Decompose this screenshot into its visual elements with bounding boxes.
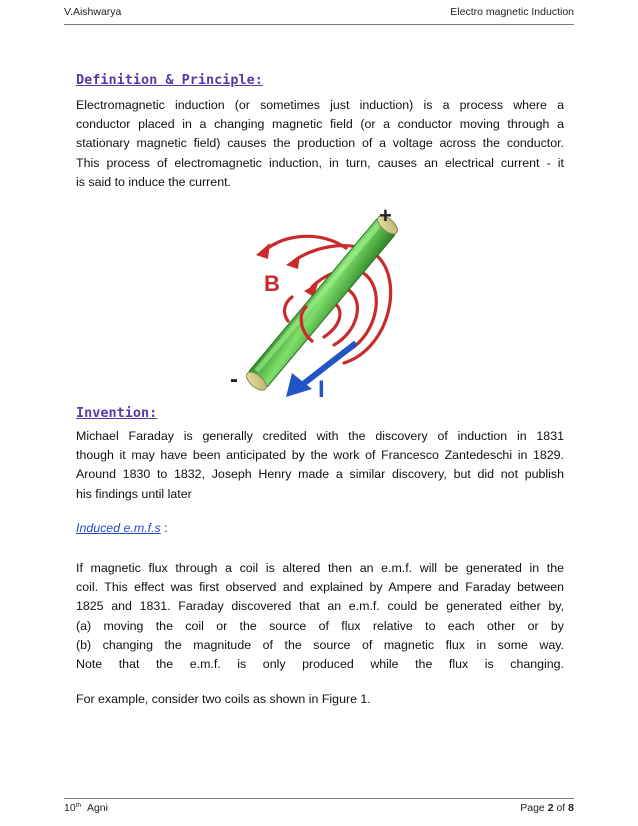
- field-label: B: [264, 271, 280, 296]
- example-paragraph: [76, 690, 564, 709]
- page-prefix: Page: [520, 802, 545, 814]
- paragraph-line: stationary magnetic field) causes the production of a voltage across the conductor.: [76, 136, 564, 151]
- total-pages: 8: [568, 802, 574, 814]
- paragraph-line: Electromagnetic induction (or sometimes just induction) is a process where a: [76, 98, 564, 112]
- paragraph-line: 1825 and 1831. Faraday discovered that an e.m.f. could be generated either by,: [76, 599, 564, 614]
- current-label: I: [318, 376, 325, 403]
- paragraph-line: If magnetic flux through a coil is altered then an e.m.f. will be generated in the: [76, 561, 564, 575]
- paragraph-line: his findings until later: [76, 486, 192, 501]
- paragraph-line: though it may have been anticipated by the work of Francesco Zantedeschi in 1829.: [76, 448, 564, 463]
- induced-emf-heading-text: Induced e.m.f.s: [76, 521, 161, 535]
- paragraph-line: conductor placed in a changing magnetic field (or a conductor moving through a: [76, 117, 564, 132]
- page-of: of: [556, 802, 566, 814]
- induction-figure: [226, 203, 418, 403]
- header-author: V.Aishwarya: [64, 6, 122, 18]
- grade-number: 10: [64, 802, 76, 814]
- header-title: Electro magnetic Induction: [450, 6, 574, 18]
- paragraph-line: This process of electromagnetic induction, in turn, causes an electrical current - it: [76, 155, 564, 170]
- induced-emf-heading-colon: :: [164, 521, 168, 535]
- invention-paragraph: [76, 427, 564, 504]
- positive-terminal-label: +: [379, 203, 392, 228]
- paragraph-line: (a) moving the coil or the source of flux relative to each other or by: [76, 618, 564, 633]
- current-page: 2: [547, 802, 554, 814]
- definition-paragraph: [76, 96, 564, 192]
- paragraph-line: is said to induce the current.: [76, 174, 231, 189]
- paragraph-line: Around 1830 to 1832, Joseph Henry made a similar discovery, but did not publish: [76, 467, 564, 482]
- school-name: Agni: [86, 802, 108, 814]
- header-divider: [64, 24, 574, 25]
- induced-emf-paragraph: [76, 559, 564, 674]
- induced-emf-heading: [76, 521, 168, 535]
- paragraph-line: For example, consider two coils as shown in Figure 1.: [76, 692, 371, 706]
- paragraph-line: coil. This effect was first observed and explained by Ampere and Faraday between: [76, 580, 564, 595]
- footer-divider: [64, 798, 574, 799]
- paragraph-line: Michael Faraday is generally credited with the discovery of induction in 1831: [76, 429, 564, 443]
- paragraph-line: (b) changing the magnitude of the source of magnetic flux in some way.: [76, 637, 564, 652]
- paragraph-line: Note that the e.m.f. is only produced while the flux is changing.: [76, 657, 564, 672]
- page-number: [520, 802, 574, 814]
- footer-class: [64, 802, 108, 814]
- definition-heading: Definition & Principle:: [76, 72, 263, 88]
- negative-terminal-label: -: [230, 366, 238, 393]
- grade-suffix: th: [75, 802, 82, 809]
- invention-heading: Invention:: [76, 405, 158, 421]
